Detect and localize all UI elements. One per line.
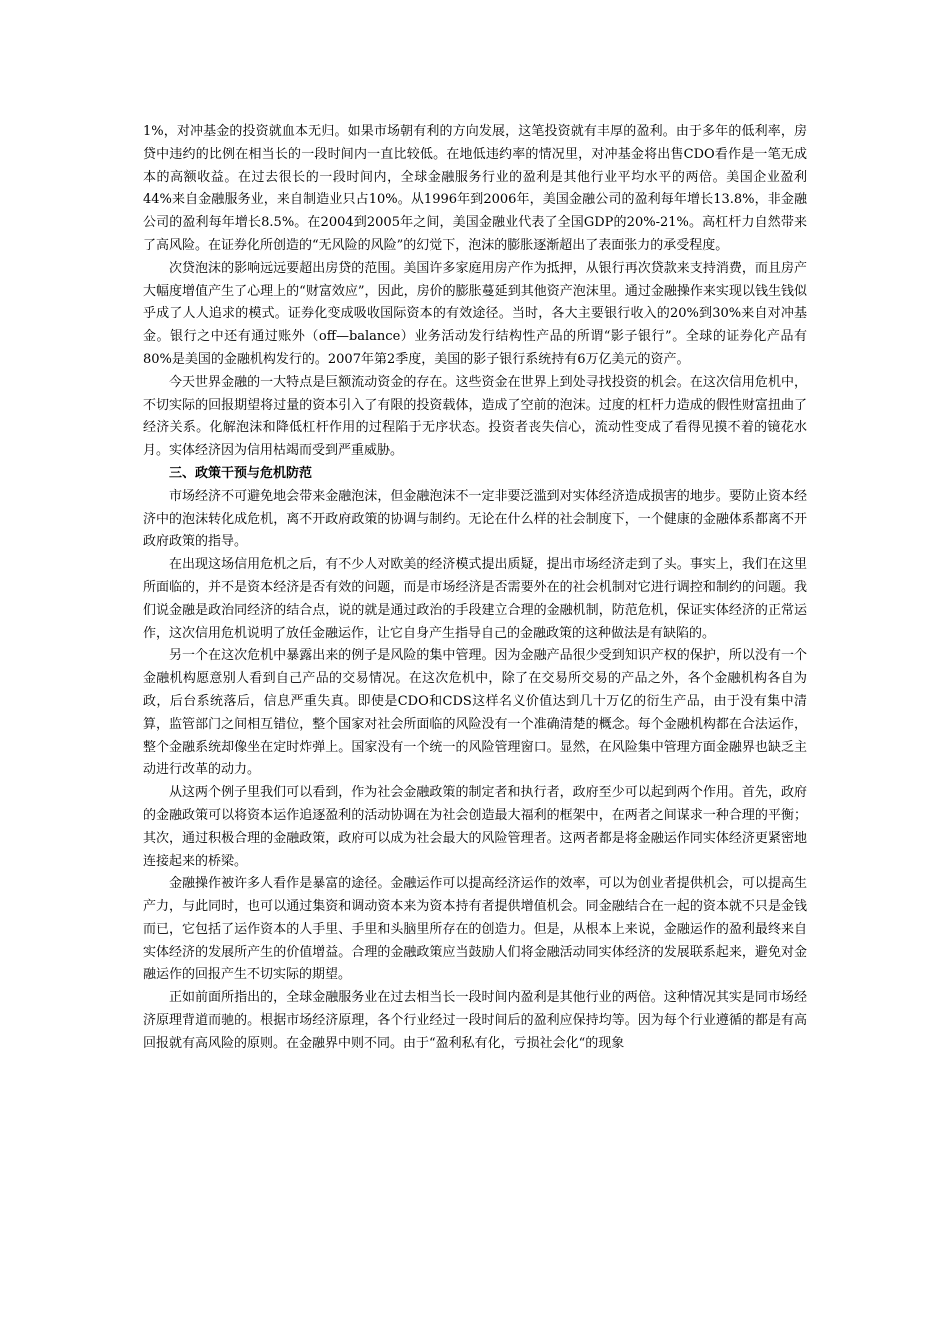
paragraph-2: 次贷泡沫的影响远远要超出房贷的范围。美国许多家庭用房产作为抵押，从银行再次贷款来支持消费，而且房产大幅度增值产生了心理上的“财富效应”，因此，房价的膨胀蔓延到其他资产泡沫里。通过金融操作来实现以钱生钱似乎成了人人追求的模式。证券化变成吸收国际资本的有效途径。当时，各大主要银行收入的20%到30%来自对冲基金。银行之中还有通过账外（off—balance）业务活动发行结构性产品的所谓“影子银行”。全球的证券化产品有80%是美国的金融机构发行的。2007年第2季度，美国的影子银行系统持有6万亿美元的资产。 <box>143 260 807 367</box>
paragraph-1: 1%，对冲基金的投资就血本无归。如果市场朝有利的方向发展，这笔投资就有丰厚的盈利。由于多年的低利率，房贷中违约的比例在相当长的一段时间内一直比较低。在地低违约率的情况里，对冲基金将出售CDO看作是一笔无成本的高额收益。在过去很长的一段时间内，全球金融服务行业的盈利是其他行业平均水平的两倍。美国企业盈利44%来自金融服务业，来自制造业只占10%。从1996年到2006年，美国金融公司的盈利每年增长13.8%，非金融公司的盈利每年增长8.5%。在2004到2005年之间，美国金融业代表了全国GDP的20%-21%。高杠杆力自然带来了高风险。在证券化所创造的“无风险的风险”的幻觉下，泡沫的膨胀逐渐超出了表面张力的承受程度。 <box>143 124 807 253</box>
paragraph-8: 金融操作被许多人看作是暴富的途径。金融运作可以提高经济运作的效率，可以为创业者提供机会，可以提高生产力，与此同时，也可以通过集资和调动资本来为资本持有者提供增值机会。同金融结合在一起的资本就不只是金钱而已，它包括了运作资本的人手里、手里和头脑里所存在的创造力。但是，从根本上来说，金融运作的盈利最终来自实体经济的发展所产生的价值增益。合理的金融政策应当鼓励人们将金融活动同实体经济的发展联系起来，避免对金融运作的回报产生不切实际的期望。 <box>143 876 807 983</box>
section-heading: 三、政策干预与危机防范 <box>169 465 313 481</box>
paragraph-6: 另一个在这次危机中暴露出来的例子是风险的集中管理。因为金融产品很少受到知识产权的保护，所以没有一个金融机构愿意别人看到自己产品的交易情况。在这次危机中，除了在交易所交易的产品之外，各个金融机构各自为政，后台系统落后，信息严重失真。即使是CDO和CDS这样名义价值达到几十万亿的衍生产品，由于没有集中清算，监管部门之间相互错位，整个国家对社会所面临的风险没有一个准确清楚的概念。每个金融机构都在合法运作，整个金融系统却像坐在定时炸弹上。国家没有一个统一的风险管理窗口。显然，在风险集中管理方面金融界也缺乏主动进行改革的动力。 <box>143 648 807 778</box>
document-body <box>143 121 807 1056</box>
paragraph-4: 市场经济不可避免地会带来金融泡沫，但金融泡沫不一定非要泛滥到对实体经济造成损害的地步。要防止资本经济中的泡沫转化成危机，离不开政府政策的协调与制约。无论在什么样的社会制度下，一个健康的金融体系都离不开政府政策的指导。 <box>143 488 807 550</box>
paragraph-9: 正如前面所指出的，全球金融服务业在过去相当长一段时间内盈利是其他行业的两倍。这种情况其实是同市场经济原理背道而驰的。根据市场经济原理，各个行业经过一段时间后的盈利应保持均等。因为每个行业遵循的都是有高回报就有高风险的原则。在金融界中则不同。由于“盈利私有化，亏损社会化“的现象 <box>143 990 807 1051</box>
paragraph-3: 今天世界金融的一大特点是巨额流动资金的存在。这些资金在世界上到处寻找投资的机会。在这次信用危机中，不切实际的回报期望将过量的资本引入了有限的投资载体，造成了空前的泡沫。过度的杠杆力造成的假性财富扭曲了经济关系。化解泡沫和降低杠杆作用的过程陷于无序状态。投资者丧失信心，流动性变成了看得见摸不着的镜花水月。实体经济因为信用枯竭而受到严重威胁。 <box>143 374 807 459</box>
paragraph-5: 在出现这场信用危机之后，有不少人对欧美的经济模式提出质疑，提出市场经济走到了头。事实上，我们在这里所面临的，并不是资本经济是否有效的问题，而是市场经济是否需要外在的社会机制对它进行调控和制约的问题。我们说金融是政治同经济的结合点，说的就是通过政治的手段建立合理的金融机制，防范危机，保证实体经济的正常运作，这次信用危机说明了放任金融运作，让它自身产生指导自己的金融政策的这种做法是有缺陷的。 <box>143 557 807 641</box>
paragraph-7: 从这两个例子里我们可以看到，作为社会金融政策的制定者和执行者，政府至少可以起到两个作用。首先，政府的金融政策可以将资本运作追逐盈利的活动协调在为社会创造最大福利的框架中，在两者之间谋求一种合理的平衡；其次，通过积极合理的金融政策，政府可以成为社会最大的风险管理者。这两者都是将金融运作同实体经济更紧密地连接起来的桥梁。 <box>143 785 807 869</box>
